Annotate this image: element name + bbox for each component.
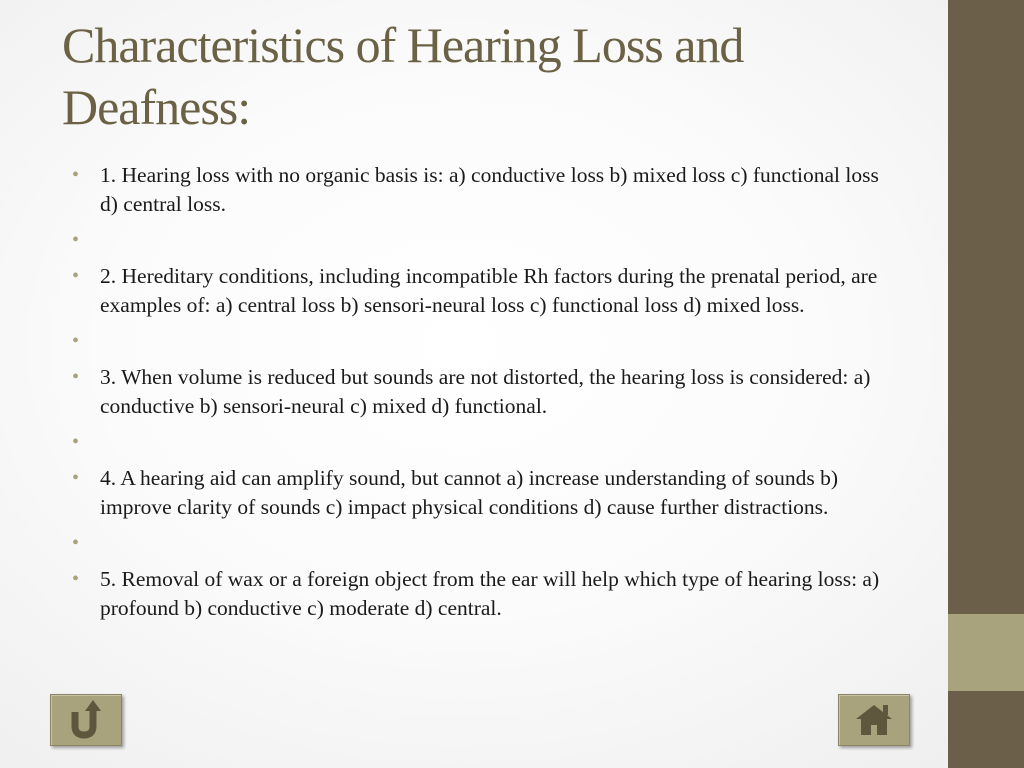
bullet-item-5: • 5. Removal of wax or a foreign object from the ear will help which type of hearing loss: a) profound b) conductive c) moderate d) central. xyxy=(70,565,900,623)
bullet-item-1: • 1. Hearing loss with no organic basis is: a) conductive loss b) mixed loss c) functional loss d) central loss. xyxy=(70,161,900,219)
bullet-item-empty xyxy=(70,428,900,457)
side-accent-band xyxy=(948,614,1024,691)
bullet-item-empty xyxy=(70,327,900,356)
return-arrow-icon xyxy=(51,695,121,745)
bullet-item-empty xyxy=(70,226,900,255)
home-icon xyxy=(839,695,909,745)
bullet-list xyxy=(70,161,900,630)
back-button[interactable] xyxy=(50,694,122,746)
slide-title: Characteristics of Hearing Loss and Deafness: xyxy=(62,17,744,135)
bullet-item-2: • 2. Hereditary conditions, including incompatible Rh factors during the prenatal period, are examples of: a) central loss b) sensori-neural loss c) functional loss d) mixed loss. xyxy=(70,262,900,320)
home-button[interactable] xyxy=(838,694,910,746)
bullet-item-4: • 4. A hearing aid can amplify sound, but cannot a) increase understanding of sounds b) improve clarity of sounds c) impact physical conditions d) cause further distractions. xyxy=(70,464,900,522)
bullet-item-empty xyxy=(70,529,900,558)
bullet-item-3: • 3. When volume is reduced but sounds are not distorted, the hearing loss is considered: a) conductive b) sensori-neural c) mixed d) functional. xyxy=(70,363,900,421)
